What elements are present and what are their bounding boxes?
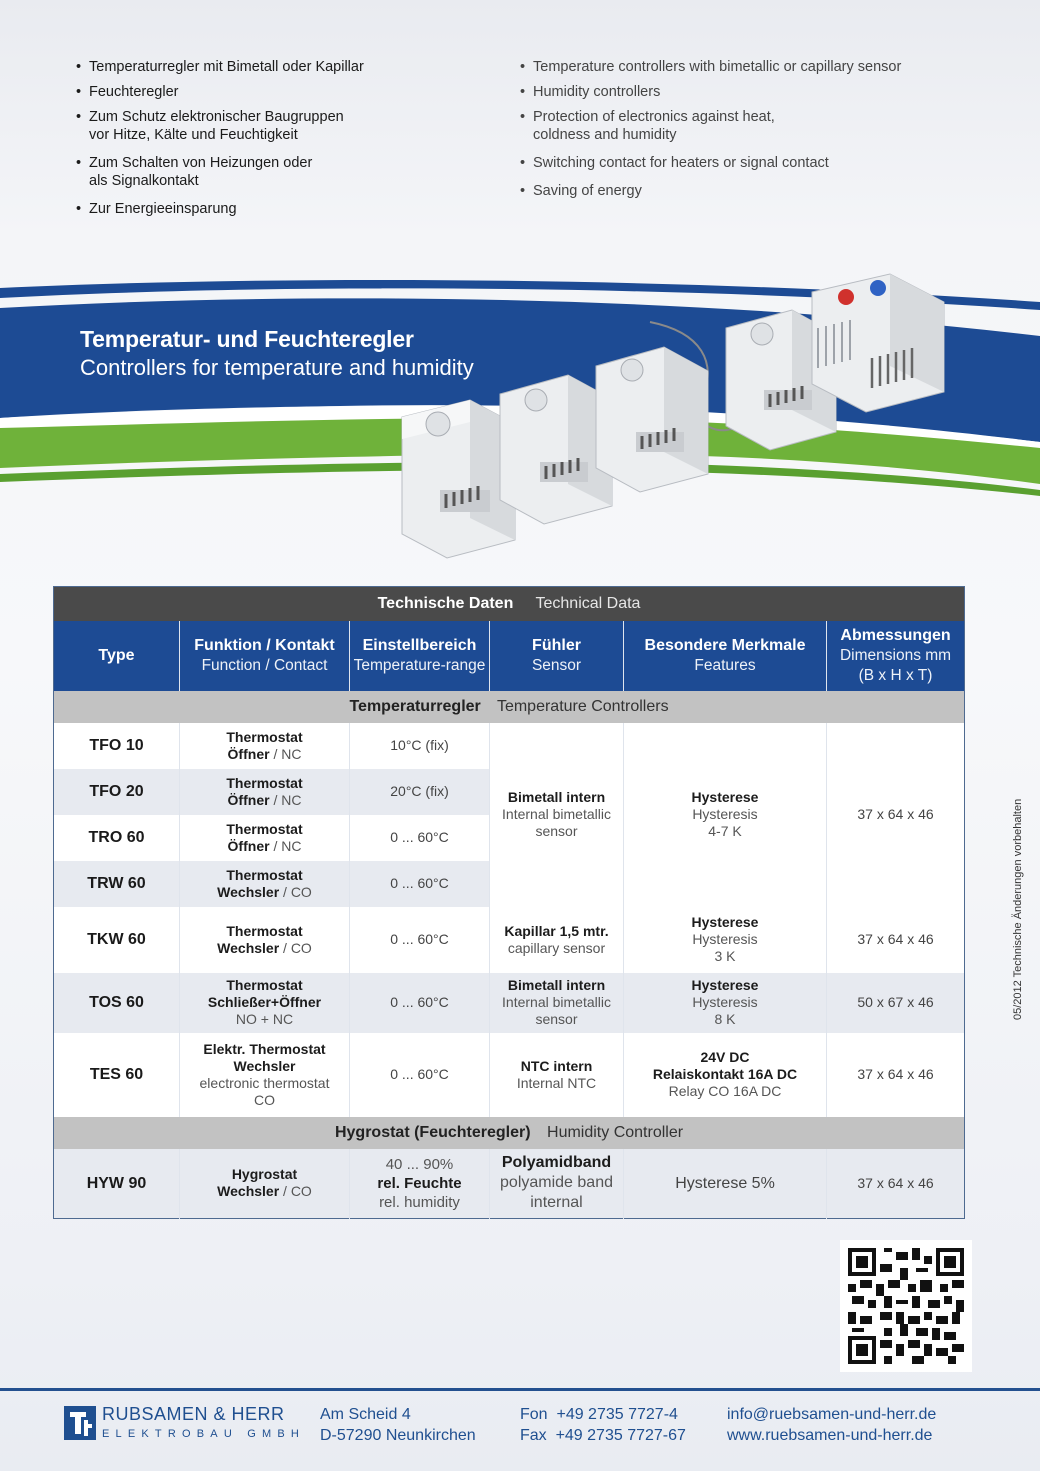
type-cell: TRO 60 [54,815,180,861]
dimensions-cell: 50 x 67 x 46 [827,973,965,1033]
address-street: Am Scheid 4 [320,1406,411,1423]
footer-phone [520,1404,686,1446]
type-cell: TES 60 [54,1033,180,1117]
column-header-features: Besondere Merkmale Features [624,621,827,691]
function-cell: Thermostat Wechsler / CO [180,907,350,973]
revision-note: 05/2012 Technische Änderungen vorbehalten [1012,798,1024,1020]
features-cell: Hysterese Hysteresis 3 K [624,907,827,973]
feature-item: • Zum Schutz elektronischer Baugruppen vor Hitze, Kälte und Feuchtigkeit [76,108,496,144]
range-cell: 40 ... 90% rel. Feuchte rel. humidity [350,1149,490,1219]
banner-title-de: Temperatur- und Feuchteregler [80,326,414,352]
feature-item: • Zum Schalten von Heizungen oder als Signalkontakt [76,154,496,190]
feature-item: • Feuchteregler [76,83,496,101]
feature-item: • Zur Energieeinsparung [76,200,496,218]
function-cell: Thermostat Öffner / NC [180,815,350,861]
controller-device-2 [500,375,612,524]
qr-code[interactable] [840,1240,972,1372]
range-cell: 0 ... 60°C [350,815,490,861]
sensor-cell: NTC intern Internal NTC [490,1033,624,1117]
banner-title [80,326,474,381]
footer-contact [727,1404,936,1446]
sensor-cell: Bimetall intern Internal bimetallic sensor [490,723,624,907]
function-cell: Thermostat Schließer+Öffner NO + NC [180,973,350,1033]
phone-label: Fon [520,1406,548,1423]
feature-item: • Saving of energy [520,182,960,200]
footer-address [320,1404,476,1446]
banner-graphic [0,272,1040,572]
function-cell: Thermostat Wechsler / CO [180,861,350,907]
range-cell: 0 ... 60°C [350,973,490,1033]
type-cell: TKW 60 [54,907,180,973]
type-cell: TFO 20 [54,769,180,815]
column-header-type: Type [54,621,180,691]
type-cell: HYW 90 [54,1149,180,1219]
table-title-en: Technical Data [535,595,641,613]
feature-item: • Temperature controllers with bimetallic or capillary sensor [520,58,960,76]
function-cell: Elektr. Thermostat Wechsler electronic thermostat CO [180,1033,350,1117]
range-cell: 0 ... 60°C [350,861,490,907]
features-cell: Hysterese 5% [624,1149,827,1219]
type-cell: TRW 60 [54,861,180,907]
range-cell: 0 ... 60°C [350,1033,490,1117]
type-cell: TOS 60 [54,973,180,1033]
feature-item: • Switching contact for heaters or signal contact [520,154,960,172]
features-cell: Hysterese Hysteresis 8 K [624,973,827,1033]
address-city: D-57290 Neunkirchen [320,1427,476,1444]
sensor-cell: Polyamidband polyamide band internal [490,1149,624,1219]
function-cell: Thermostat Öffner / NC [180,723,350,769]
controller-device-1 [402,400,515,558]
hygrostat-device [812,274,944,412]
features-cell: Hysterese Hysteresis 4-7 K [624,723,827,907]
fax-number: +49 2735 7727-67 [555,1427,686,1444]
dimensions-cell: 37 x 64 x 46 [827,1149,965,1219]
table-row [54,973,965,1033]
type-cell: TFO 10 [54,723,180,769]
qr-code-graphic [848,1248,964,1364]
sensor-cell: Kapillar 1,5 mtr. capillary sensor [490,907,624,973]
section-header-temperature: Temperaturregler Temperature Controllers [54,691,965,723]
feature-list-en [520,58,960,200]
column-header-range: Einstellbereich Temperature-range [350,621,490,691]
product-banner [0,272,1040,572]
function-cell: Hygrostat Wechsler / CO [180,1149,350,1219]
company-logo-icon [64,1406,96,1440]
feature-item: • Temperaturregler mit Bimetall oder Kapillar [76,58,496,76]
phone-number[interactable]: +49 2735 7727-4 [556,1406,678,1423]
controller-device-3 [596,347,708,492]
table-row [54,723,965,769]
website-link[interactable]: www.ruebsamen-und-herr.de [727,1427,933,1444]
technical-data-table [53,586,965,1219]
feature-item: • Humidity controllers [520,83,960,101]
banner-title-en: Controllers for temperature and humidity [80,355,474,380]
column-header-function: Funktion / Kontakt Function / Contact [180,621,350,691]
table-row [54,907,965,973]
company-name: RUBSAMEN & HERR [102,1404,285,1424]
column-header-dimensions: Abmessungen Dimensions mm (B x H x T) [827,621,965,691]
column-header-sensor: Fühler Sensor [490,621,624,691]
table-title-row [54,587,965,621]
table-header-row [54,621,965,691]
table-row [54,1033,965,1117]
dimensions-cell: 37 x 64 x 46 [827,907,965,973]
company-subtitle: ELEKTROBAU GMBH [102,1428,306,1440]
email-link[interactable]: info@ruebsamen-und-herr.de [727,1406,937,1423]
range-cell: 10°C (fix) [350,723,490,769]
fax-label: Fax [520,1427,547,1444]
range-cell: 20°C (fix) [350,769,490,815]
feature-item: • Protection of electronics against heat, coldness and humidity [520,108,960,144]
table-title-de: Technische Daten [377,595,514,613]
function-cell: Thermostat Öffner / NC [180,769,350,815]
features-cell: 24V DC Relaiskontakt 16A DC Relay CO 16A DC [624,1033,827,1117]
range-cell: 0 ... 60°C [350,907,490,973]
table-row [54,1149,965,1219]
section-header-humidity: Hygrostat (Feuchteregler) Humidity Controller [54,1117,965,1149]
dimensions-cell: 37 x 64 x 46 [827,1033,965,1117]
sensor-cell: Bimetall intern Internal bimetallic sensor [490,973,624,1033]
feature-list-de [76,58,496,218]
dimensions-cell: 37 x 64 x 46 [827,723,965,907]
